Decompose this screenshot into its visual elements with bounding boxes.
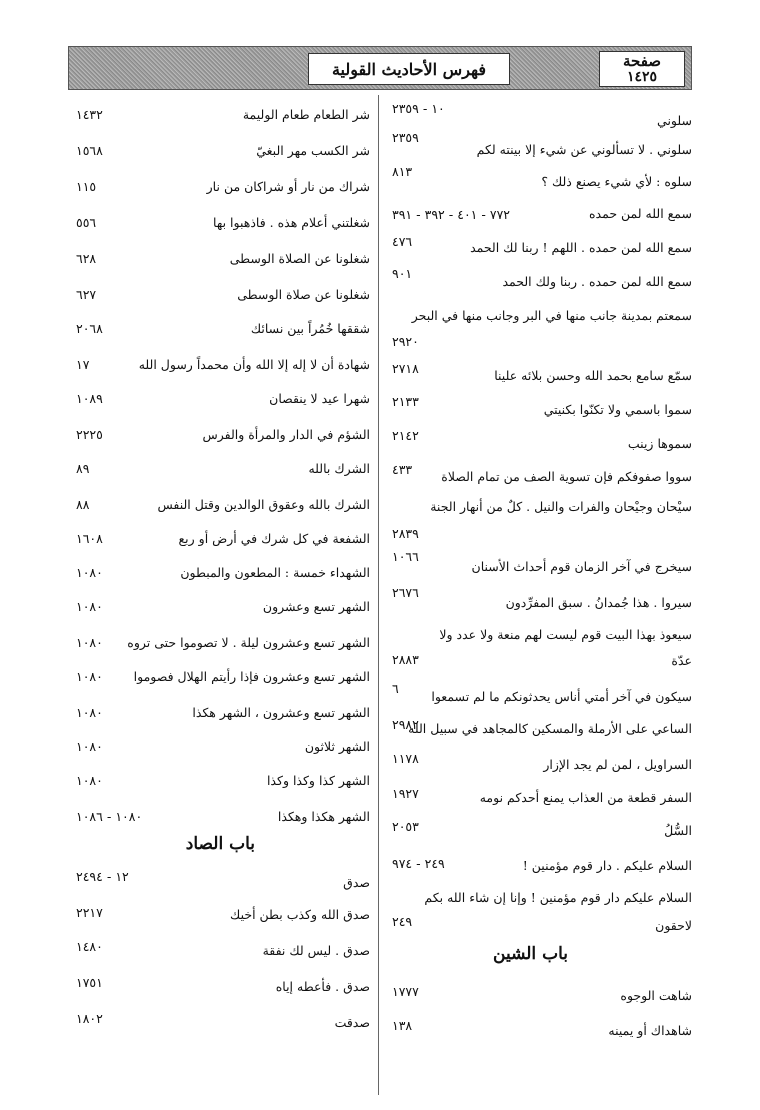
entry-number: ٨٨ xyxy=(76,497,90,512)
list-item xyxy=(392,889,692,933)
entry-number: ٦ xyxy=(392,681,399,696)
entry-number: ٢٢٢٥ xyxy=(76,427,103,442)
entry-number: ٢٠٦٨ xyxy=(76,321,103,336)
list-item xyxy=(392,983,692,1005)
entry-text: سلوني . لا تسألوني عن شيء إلا بينته لكم xyxy=(476,142,692,157)
list-item xyxy=(392,626,692,668)
entry-text: الشهر تسع وعشرون xyxy=(262,599,370,614)
list-item xyxy=(392,498,692,541)
entry-number: ٨٩ xyxy=(76,461,90,476)
list-item xyxy=(392,360,692,382)
header-page-box xyxy=(599,51,685,87)
entry-number: ١٠٨٠ xyxy=(76,669,103,684)
entry-number: ١٠٨٩ xyxy=(76,391,103,406)
entry-number: ٢٧١٨ xyxy=(392,361,419,376)
entry-text: صدقت xyxy=(334,1015,370,1030)
list-item xyxy=(76,904,370,926)
entry-text: سموها زينب xyxy=(627,436,692,451)
entry-number: ١٧٥١ xyxy=(76,975,103,990)
entry-number: ٢٤٩ - ٩٧٤ xyxy=(392,856,445,871)
list-item xyxy=(76,250,370,272)
entry-number: ٨١٣ xyxy=(392,164,413,179)
list-item xyxy=(76,460,370,482)
entry-number: ١٤٣٢ xyxy=(76,107,103,122)
list-item xyxy=(76,106,370,128)
entry-number: ١٨٠٢ xyxy=(76,1011,103,1026)
list-item xyxy=(76,634,370,656)
page-header xyxy=(68,46,692,90)
list-item xyxy=(76,704,370,726)
header-title: فهرس الأحاديث القولية xyxy=(308,53,510,85)
entry-text: شهرا عيد لا ينقصان xyxy=(269,391,370,406)
list-item xyxy=(76,772,370,794)
entry-text: سيروا . هذا جُمدانُ . سبق المفرِّدون xyxy=(505,595,692,610)
page-number: ١٤٢٥ xyxy=(626,69,658,85)
entry-text: صدق . فأعطه إياه xyxy=(275,979,370,994)
entry-text: صدق الله وكذب بطن أخيك xyxy=(230,907,370,922)
entry-text: شراك من نار أو شراكان من نار xyxy=(206,179,370,194)
entry-number: ١٩٢٧ xyxy=(392,786,419,801)
entry-text: سلوه : لأي شيء يصنع ذلك ؟ xyxy=(541,174,692,189)
entry-number: ١٠٨٠ xyxy=(76,739,103,754)
entry-number: ١٥٦٨ xyxy=(76,143,103,158)
list-item xyxy=(392,307,692,349)
list-item xyxy=(392,393,692,415)
section-heading-sheen: باب الشين xyxy=(493,944,568,964)
entry-text: صدق xyxy=(343,875,370,890)
entry-text: شر الطعام طعام الوليمة xyxy=(242,107,370,122)
list-item xyxy=(392,163,692,189)
entry-number: ٢١٤٢ xyxy=(392,428,419,443)
list-item xyxy=(76,938,370,960)
entry-text: شغلتني أعلام هذه . فاذهبوا بها xyxy=(213,215,370,230)
entry-number: ٢٨٣٩ xyxy=(392,526,419,541)
list-item xyxy=(392,1017,692,1039)
entry-number: ١٠٨٠ xyxy=(76,773,103,788)
entry-number: ١٠٦٦ xyxy=(392,549,419,564)
list-item xyxy=(392,584,692,610)
list-item xyxy=(76,564,370,586)
entry-number: ١٧٧٧ xyxy=(392,984,419,999)
entry-number: ٤٧٦ xyxy=(392,234,413,249)
list-item xyxy=(392,100,692,128)
entry-number: ٤٣٣ xyxy=(392,462,413,477)
entry-number: ٢٢١٧ xyxy=(76,905,103,920)
list-item xyxy=(76,1010,370,1032)
entry-number: ١٠٨٠ xyxy=(76,599,103,614)
entry-number: ٦٢٨ xyxy=(76,251,97,266)
entry-number: ١٢ - ٢٤٩٤ xyxy=(76,869,129,884)
list-item xyxy=(392,205,692,227)
entry-text: سمعتم بمدينة جانب منها في البر وجانب منها في البحر xyxy=(411,308,692,323)
entry-text: شاهداك أو يمينه xyxy=(608,1023,692,1038)
list-item xyxy=(76,808,370,830)
entry-text: الشهر تسع وعشرون فإذا رأيتم الهلال فصوموا xyxy=(133,669,370,684)
entry-number: ٥٥٦ xyxy=(76,215,97,230)
entry-text: سيخرج في آخر الزمان قوم أحداث الأسنان xyxy=(471,559,692,574)
entry-text: الشهر ثلاثون xyxy=(304,739,370,754)
entry-text: سمّع سامع بحمد الله وحسن بلائه علينا xyxy=(494,368,692,383)
entry-text: الشهر تسع وعشرون ليلة . لا تصوموا حتى تروه xyxy=(127,635,370,650)
entry-text: سموا باسمي ولا تكنّوا بكنيتي xyxy=(543,402,692,417)
entry-text: الشفعة في كل شرك في أرض أو ربع xyxy=(178,531,370,546)
entry-number: ٢٤٩ xyxy=(392,914,413,929)
list-item xyxy=(392,233,692,255)
list-item xyxy=(392,427,692,449)
list-item xyxy=(76,142,370,164)
entry-number: ١٣٨ xyxy=(392,1018,413,1033)
entry-text: السلام عليكم دار قوم مؤمنين ! وإنا إن شاء الله بكم xyxy=(424,890,692,905)
entry-text: الشؤم في الدار والمرأة والفرس xyxy=(202,427,370,442)
list-item xyxy=(76,356,370,378)
entry-text: شققها خُمُراً بين نسائك xyxy=(250,321,370,336)
list-item xyxy=(76,320,370,342)
entry-number: ١٦٠٨ xyxy=(76,531,103,546)
page-label: صفحة xyxy=(622,52,662,70)
entry-number: ١٠٨٠ xyxy=(76,705,103,720)
entry-number: ١٠٨٠ - ١٠٨٦ xyxy=(76,809,143,824)
section-heading-saad: باب الصاد xyxy=(185,834,255,854)
entry-number: ١٤٨٠ xyxy=(76,939,103,954)
entry-text: سيعوذ بهذا البيت قوم ليست لهم منعة ولا عدد ولا xyxy=(439,627,692,642)
list-item xyxy=(392,461,692,483)
list-item xyxy=(76,530,370,552)
entry-number: ٦٢٧ xyxy=(76,287,97,302)
list-item xyxy=(392,265,692,287)
entry-number: ١٧ xyxy=(76,357,90,372)
entry-number: ٢٨٨٣ xyxy=(392,652,419,667)
entry-text: شهادة أن لا إله إلا الله وأن محمداً رسول الله xyxy=(138,357,370,372)
entry-number: ٢١٣٣ xyxy=(392,394,419,409)
list-item xyxy=(76,668,370,690)
entry-text: سلوني xyxy=(657,113,692,128)
entry-number: ٩٠١ xyxy=(392,266,413,281)
entry-text: الشهر كذا وكذا وكذا xyxy=(266,773,370,788)
entry-number: ٧٧٢ - ٤٠١ - ٣٩٢ - ٣٩١ xyxy=(392,207,511,222)
entry-text: سووا صفوفكم فإن تسوية الصف من تمام الصلاة xyxy=(441,469,692,484)
entry-text: السفر قطعة من العذاب يمنع أحدكم نومه xyxy=(479,790,692,805)
list-item xyxy=(392,716,692,738)
entry-text: سيكون في آخر أمتي أناس يحدثونكم ما لم تسمعوا xyxy=(431,689,692,704)
entry-number: ٢٦٧٦ xyxy=(392,585,419,600)
list-item xyxy=(392,818,692,840)
entry-text: الشرك بالله xyxy=(308,461,370,476)
list-item xyxy=(392,750,692,772)
list-item xyxy=(76,214,370,236)
list-item xyxy=(392,855,692,877)
list-item xyxy=(392,548,692,574)
entry-text: الشرك بالله وعقوق الوالدين وقتل النفس xyxy=(157,497,370,512)
list-item xyxy=(76,426,370,448)
entry-number: ١٠ - ٢٣٥٩ xyxy=(392,101,445,116)
list-item xyxy=(392,680,692,702)
entry-text: سمع الله لمن حمده . اللهم ! ربنا لك الحمد xyxy=(470,240,692,255)
entry-text: الشهداء خمسة : المطعون والمبطون xyxy=(180,565,370,580)
list-item xyxy=(76,974,370,996)
list-item xyxy=(392,785,692,807)
entry-number: ٢٣٥٩ xyxy=(392,130,419,145)
list-item xyxy=(76,738,370,760)
list-item xyxy=(76,286,370,308)
entry-text: سيْحان وجيْحان والفرات والنيل . كلٌ من أنهار الجنة xyxy=(430,499,692,514)
list-item xyxy=(76,178,370,200)
entry-text: شاهت الوجوه xyxy=(620,988,692,1003)
entry-text: الشهر هكذا وهكذا xyxy=(277,809,370,824)
entry-text-continuation: لاحقون xyxy=(655,918,692,933)
list-item xyxy=(76,598,370,620)
entry-text: الساعي على الأرملة والمسكين كالمجاهد في سبيل الله xyxy=(408,721,692,736)
entry-number: ١١٥ xyxy=(76,179,97,194)
entry-number: ٢٩٨٢ xyxy=(392,717,419,732)
column-divider xyxy=(378,95,379,1095)
entry-text: شر الكسب مهر البغيّ xyxy=(256,143,370,158)
list-item xyxy=(76,496,370,518)
entry-text: السراويل ، لمن لم يجد الإزار xyxy=(543,757,692,772)
entry-text: سمع الله لمن حمده xyxy=(588,206,692,221)
entry-text: السلام عليكم . دار قوم مؤمنين ! xyxy=(522,858,692,873)
entry-text: صدق . ليس لك نفقة xyxy=(262,943,370,958)
entry-text: شغلونا عن صلاة الوسطى xyxy=(237,287,370,302)
list-item xyxy=(76,868,370,890)
entry-number: ٢٩٢٠ xyxy=(392,334,419,349)
entry-text: السُّلُ xyxy=(664,823,692,838)
entry-number: ١٠٨٠ xyxy=(76,565,103,580)
entry-number: ١٠٨٠ xyxy=(76,635,103,650)
list-item xyxy=(76,390,370,412)
entry-text: الشهر تسع وعشرون ، الشهر هكذا xyxy=(192,705,370,720)
entry-text: سمع الله لمن حمده . ربنا ولك الحمد xyxy=(502,274,692,289)
entry-text: شغلونا عن الصلاة الوسطى xyxy=(229,251,370,266)
entry-number: ١١٧٨ xyxy=(392,751,419,766)
list-item xyxy=(392,129,692,157)
entry-text-continuation: عدّة xyxy=(671,653,692,668)
entry-number: ٢٠٥٣ xyxy=(392,819,419,834)
